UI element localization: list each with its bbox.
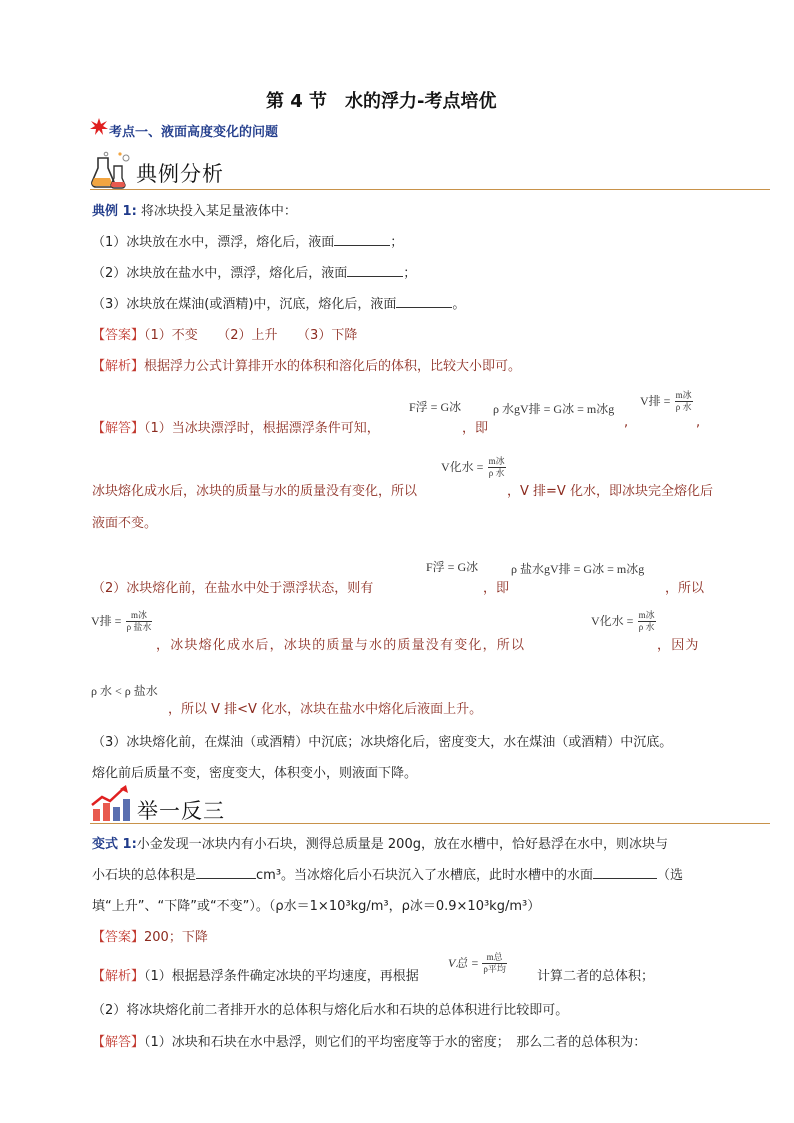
solution-text: ，冰块熔化成水后，冰块的质量与水的质量没有变化，所以 bbox=[156, 638, 526, 653]
solution-label: 【解答】 bbox=[92, 1035, 145, 1050]
question-end: ； bbox=[390, 235, 404, 250]
analysis-label: 【解析】 bbox=[92, 969, 145, 984]
analysis-text: 根据浮力公式计算排开水的体积和溶化后的体积，比较大小即可。 bbox=[144, 359, 522, 374]
solution-line-1 bbox=[92, 417, 380, 436]
formula-density-compare: ρ 水 < ρ 盐水 bbox=[91, 684, 158, 698]
answer-blank bbox=[593, 866, 657, 879]
answer-blank bbox=[396, 295, 452, 308]
formula-balance-salt: ρ 盐水gV排 = G冰 = m冰g bbox=[511, 562, 645, 576]
solution-label: 【解答】 bbox=[92, 421, 145, 436]
solution-text: （2）冰块熔化前，在盐水中处于漂浮状态，则有 bbox=[92, 581, 374, 596]
answer-line bbox=[92, 926, 208, 945]
solution-text: 冰块熔化成水后，冰块的质量与水的质量没有变化，所以 bbox=[92, 484, 418, 499]
analysis-line-1: 【解析】（1）根据悬浮条件确定冰块的平均速度，再根据 bbox=[92, 969, 419, 984]
solution-text: （3）冰块熔化前，在煤油（或酒精）中沉底；冰块熔化后，密度变大，水在煤油（或酒精）中沉底。 bbox=[92, 735, 673, 750]
answer-blank bbox=[334, 233, 390, 246]
question-1 bbox=[92, 231, 403, 250]
analysis-text: 计算二者的总体积； bbox=[537, 969, 655, 984]
formula-buoyancy: F浮 = G冰 bbox=[409, 400, 462, 414]
question-2 bbox=[92, 262, 416, 281]
analysis-line bbox=[92, 355, 521, 374]
solution-text: ，所以 V 排<V 化水，冰块在盐水中熔化后液面上升。 bbox=[168, 702, 483, 717]
variant-line-1: 变式 1:小金发现一冰块内有小石块，测得总质量是 200g，放在水槽中，恰好悬浮在水中，则冰块与 bbox=[92, 837, 668, 852]
analysis-line-2: （2）将冰块熔化前二者排开水的总体积与熔化后水和石块的总体积进行比较即可。 bbox=[92, 1003, 569, 1018]
section-divider bbox=[90, 189, 770, 190]
section-divider bbox=[90, 823, 770, 824]
analysis-label: 【解析】 bbox=[92, 359, 145, 374]
variant-line-2: 小石块的总体积是 cm³。当冰熔化后小石块沉入了水槽底，此时水槽中的水面 （选 bbox=[92, 868, 684, 883]
formula-total-volume: V总 = $\frac{\text{m总}}{\text{ρ平均}}$ bbox=[448, 952, 506, 974]
formula-v-displaced-salt: V排 = $\frac{\text{m冰}}{\text{ρ 盐水}}$ bbox=[91, 610, 152, 632]
page-title: 第 4 节 水的浮力-考点培优 bbox=[266, 91, 497, 112]
answer-line bbox=[92, 324, 357, 343]
question-text: （1）冰块放在水中，漂浮，熔化后，液面 bbox=[92, 235, 335, 250]
formula-v-melted: V化水 = $\frac{\text{m冰}}{\text{ρ 水}}$ bbox=[441, 456, 505, 478]
answer-blank bbox=[196, 866, 256, 879]
kaodian-heading: 考点一、液面高度变化的问题 bbox=[109, 125, 279, 140]
bar-chart-growth-icon bbox=[90, 785, 132, 823]
solution-text: ，V 排=V 化水，即冰块完全熔化后 bbox=[507, 484, 713, 499]
question-text: （2）冰块放在盐水中，漂浮，熔化后，液面 bbox=[92, 266, 348, 281]
formula-v-displaced: V排 = $\frac{\text{m冰}}{\text{ρ 水}}$ bbox=[640, 390, 692, 412]
answer-blank bbox=[347, 264, 403, 277]
solution-text: ，即 bbox=[462, 421, 489, 436]
question-end: ； bbox=[403, 266, 417, 281]
chemistry-flask-icon bbox=[90, 150, 134, 190]
question-end: 。 bbox=[452, 297, 466, 312]
solution-text: ，即 bbox=[483, 581, 510, 596]
formula-v-melted: V化水 = $\frac{\text{m冰}}{\text{ρ 水}}$ bbox=[591, 610, 655, 632]
solution-line: 【解答】（1）冰块和石块在水中悬浮，则它们的平均密度等于水的密度； 那么二者的总体积为： bbox=[92, 1035, 647, 1050]
burst-star-icon bbox=[90, 118, 108, 136]
formula-balance: ρ 水gV排 = G冰 = m冰g bbox=[493, 402, 615, 416]
section-heading-examples: 典例分析 bbox=[136, 162, 224, 186]
solution-text: 液面不变。 bbox=[92, 516, 158, 531]
question-3 bbox=[92, 293, 465, 312]
solution-text: （1）当冰块漂浮时，根据漂浮条件可知， bbox=[144, 421, 380, 436]
variant-line-3: 填“上升”、“下降”或“不变”）。（ρ水＝1×10³kg/m³，ρ冰＝0.9×10³kg/m³） bbox=[92, 899, 541, 914]
answer-label: 【答案】 bbox=[92, 930, 145, 945]
variant-label: 变式 1: bbox=[92, 837, 137, 852]
formula-buoyancy: F浮 = G冰 bbox=[426, 560, 479, 574]
example-intro bbox=[92, 200, 297, 219]
section-heading-practice: 举一反三 bbox=[137, 799, 225, 823]
example-text: 将冰块投入某足量液体中： bbox=[140, 204, 297, 219]
answer-text: 200；下降 bbox=[144, 930, 208, 945]
question-text: （3）冰块放在煤油(或酒精)中，沉底，熔化后，液面 bbox=[92, 297, 397, 312]
answer-text: （1）不变 （2）上升 （3）下降 bbox=[144, 328, 358, 343]
solution-text: 熔化前后质量不变，密度变大，体积变小，则液面下降。 bbox=[92, 766, 418, 781]
solution-text: ，所以 bbox=[665, 581, 705, 596]
solution-text: ，因为 bbox=[657, 638, 700, 653]
answer-label: 【答案】 bbox=[92, 328, 145, 343]
example-label: 典例 1: bbox=[92, 204, 137, 219]
